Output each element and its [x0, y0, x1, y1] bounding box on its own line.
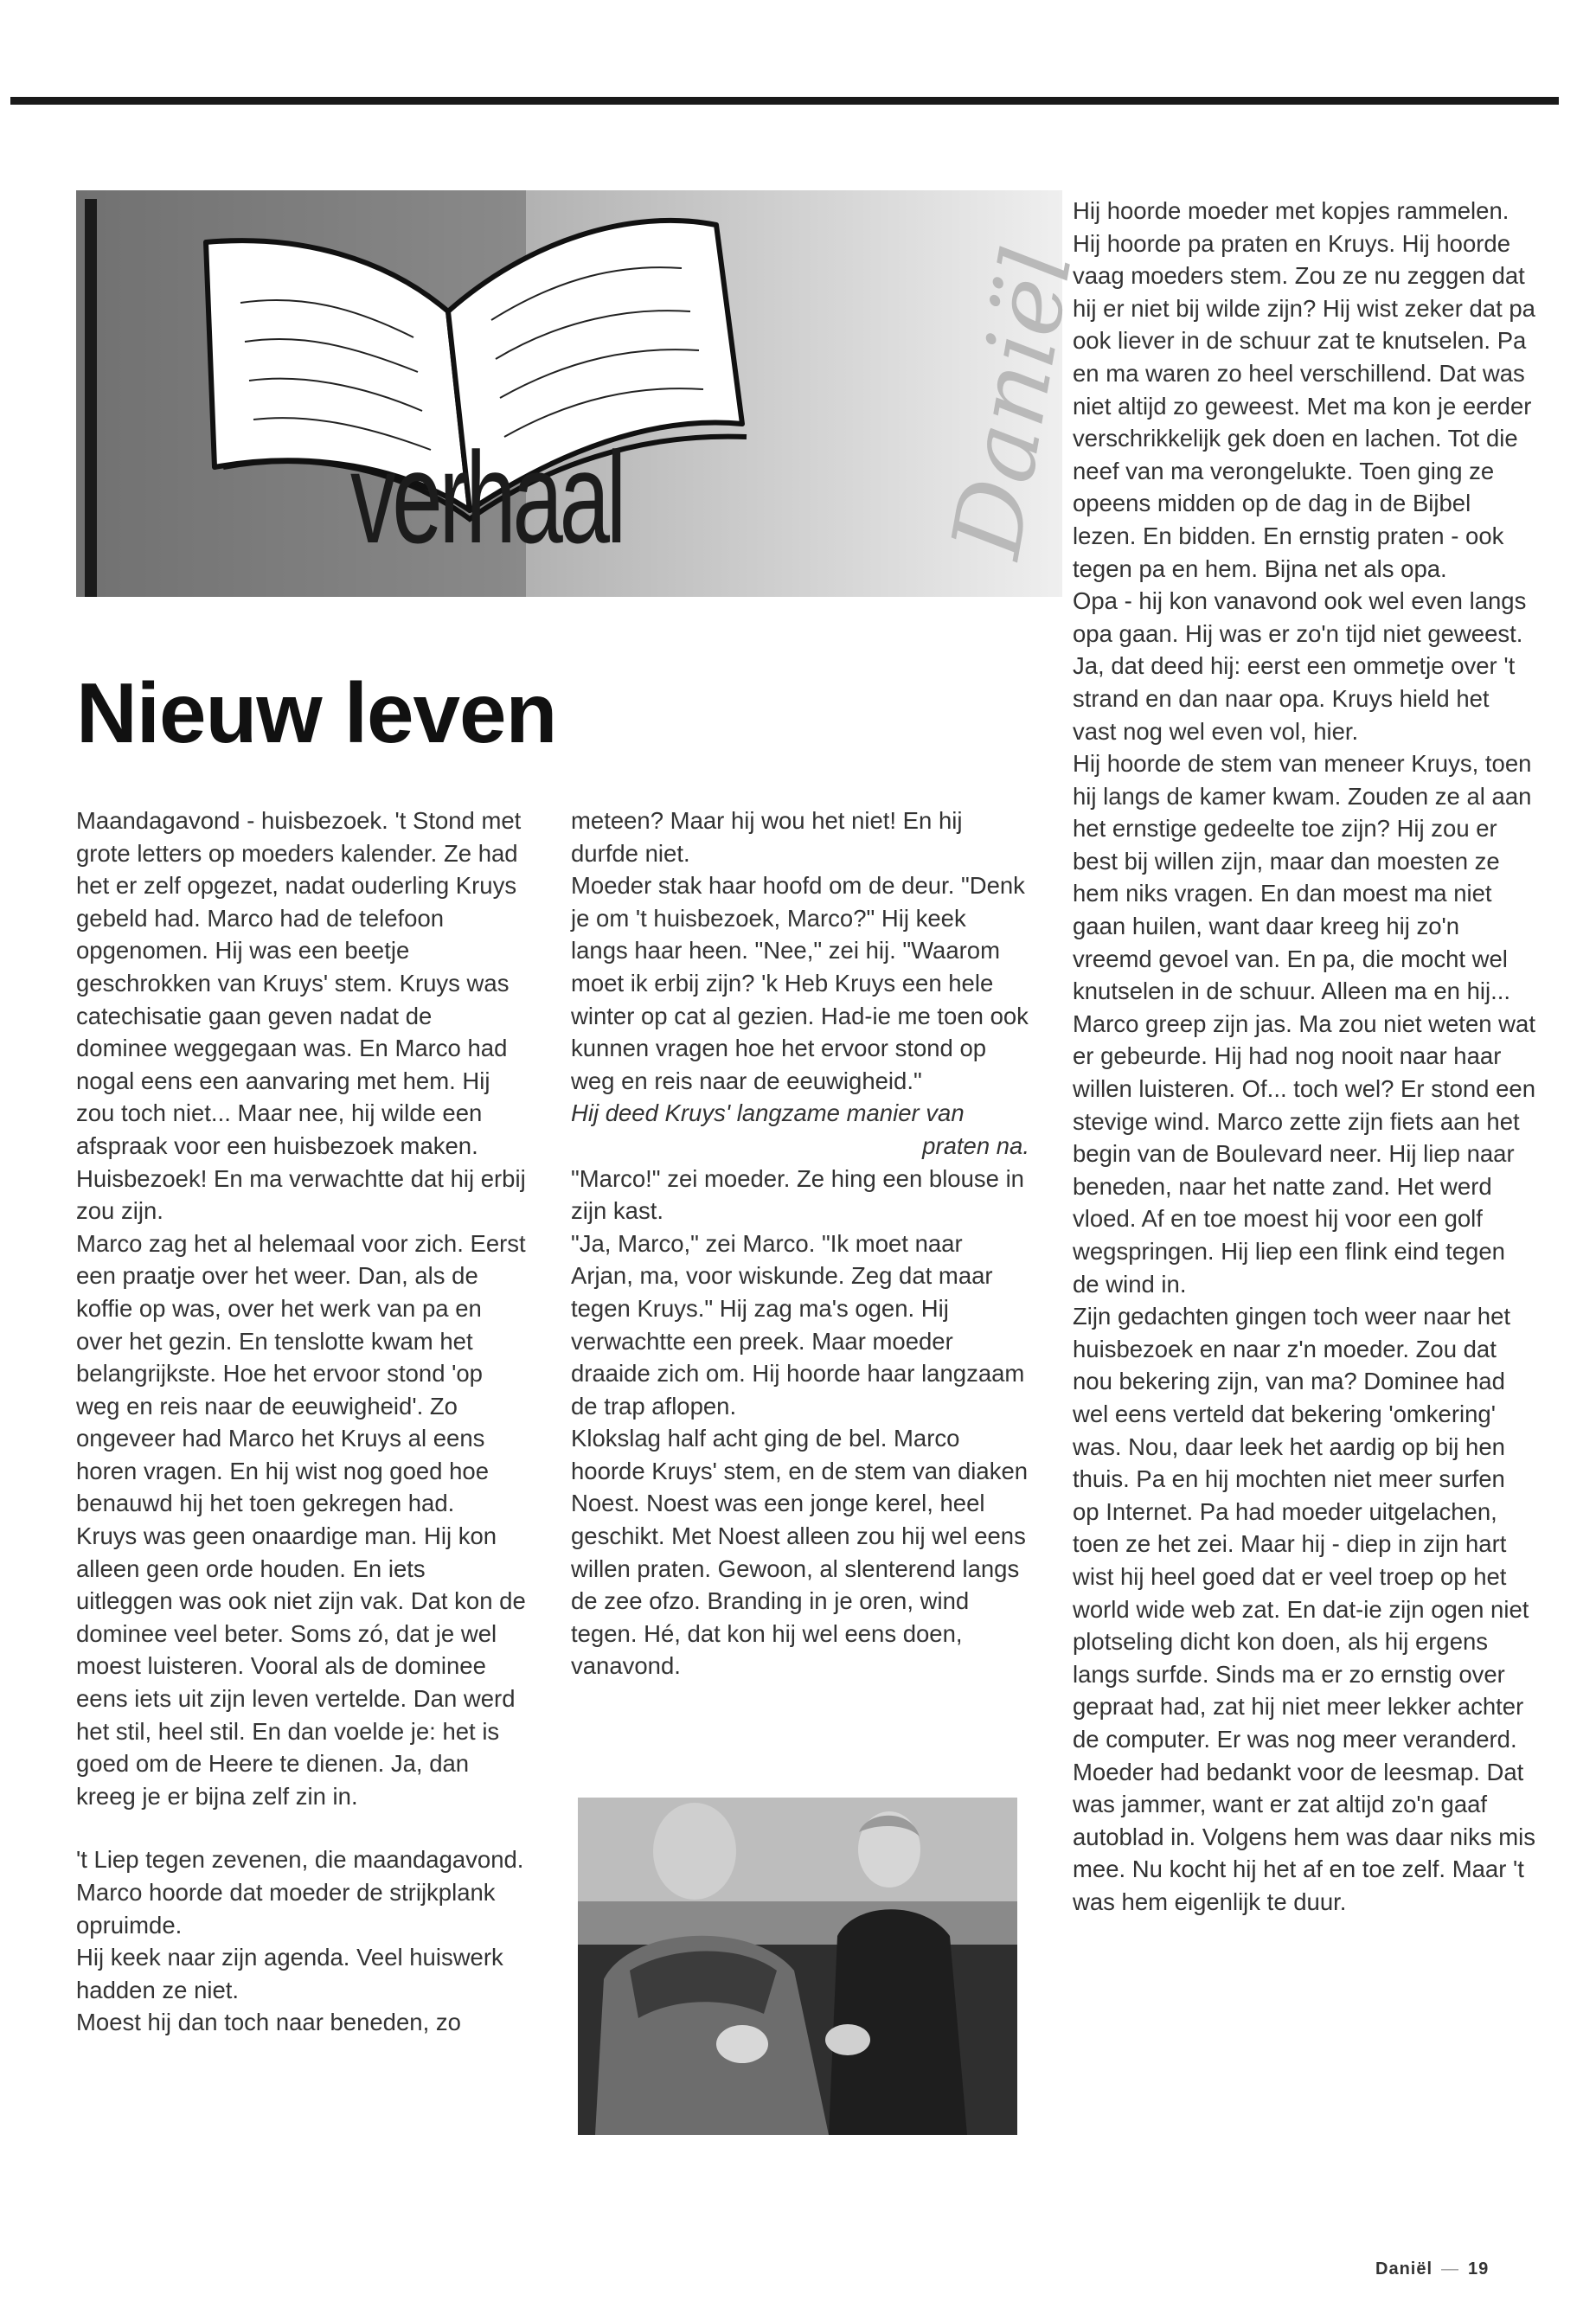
paragraph: Moeder stak haar hoofd om de deur. "Denk je om 't huisbezoek, Marco?" Hij keek langs haar heen. "Nee," zei hij. "Waarom moet ik erbij zijn? 'k Heb Kruys een hele winter op cat al gezien. Had-ie me toen ook kunnen vragen hoe het ervoor stond op weg en reis naar de eeuwigheid.": [571, 872, 1029, 1094]
photo-two-people-talking: [578, 1798, 1017, 2135]
paragraph: Maandagavond - huisbezoek. 't Stond met grote letters op moeders kalender. Ze had het er zelf opgezet, nadat ouderling Kruys gebeld had. Marco had de telefoon opgenomen. Hij was een beetje geschrokken van Kruys' stem. Kruys was catechisatie gaan geven nadat de dominee weggegaan was. En Marco had nogal eens een aanvaring met hem. Hij zou toch niet... Maar nee, hij wilde een afspraak voor een huisbezoek maken.: [76, 807, 522, 1159]
page-number: 19: [1468, 2259, 1490, 2279]
paragraph: 't Liep tegen zevenen, die maandagavond. Marco hoorde dat moeder de strijkplank opruimde.: [76, 1846, 524, 1939]
stage-direction-line: praten na.: [922, 1131, 1029, 1159]
footer-magazine-name: Daniël: [1375, 2259, 1433, 2279]
footer-separator: —: [1441, 2259, 1460, 2279]
column-2: [571, 804, 1029, 1682]
paragraph: Kruys was geen onaardige man. Hij kon alleen geen orde houden. En iets uitleggen was ook niet zijn vak. Dat kon de dominee veel beter. Soms zó, dat je wel moest luisteren. Vooral als de dominee eens iets uit zijn leven vertelde. Dan werd het stil, heel stil. En dan voelde je: het is goed om de Heere te dienen. Ja, dan kreeg je er bijna zelf zin in.: [76, 1522, 526, 1810]
paragraph: Klokslag half acht ging de bel. Marco hoorde Kruys' stem, en de stem van diaken Noest. Noest was een jonge kerel, heel geschikt. Met Noest alleen zou hij wel eens willen praten. Gewoon, al slenterend langs de zee ofzo. Branding in je oren, wind tegen. Hé, dat kon hij wel eens doen, vanavond.: [571, 1425, 1029, 1680]
paragraph: meteen? Maar hij wou het niet! En hij durfde niet.: [571, 807, 963, 867]
page-footer: [1375, 2259, 1489, 2279]
column-1: [76, 804, 526, 2039]
stage-direction: [571, 1097, 1029, 1162]
section-word: verhaal: [350, 425, 623, 570]
paragraph: Hij hoorde de stem van meneer Kruys, toen hij langs de kamer kwam. Zouden ze al aan het ernstige gedeelte toe zijn? Hij zou er best bij willen zijn, maar dan moesten ze hem niks vragen. En dan moest ma niet gaan huilen, want daar kreeg hij zo'n vreemd gevoel van. En pa, die mocht wel knutselen in de schuur. Alleen ma en hij... Marco greep zijn jas. Ma zou niet weten wat er gebeurde. Hij had nog nooit naar haar willen luisteren. Of... toch wel? Er stond een stevige wind. Marco zette zijn fiets aan het begin van de Boulevard neer. Hij liep naar beneden, naar het natte zand. Het werd vloed. Af en toe moest hij voor een golf wegspringen. Hij liep een flink eind tegen de wind in.: [1073, 750, 1535, 1298]
column-3: [1073, 195, 1535, 1918]
magazine-mark: [822, 216, 1094, 631]
article-title: Nieuw leven: [76, 665, 557, 760]
paragraph: Hij hoorde moeder met kopjes rammelen. Hij hoorde pa praten en Kruys. Hij hoorde vaag moeders stem. Zou ze nu zeggen dat hij er niet bij wilde zijn? Hij wist zeker dat pa ook liever in de schuur zat te knutselen. Pa en ma waren zo heel verschillend. Dat was niet altijd zo geweest. Met ma kon je eerder verschrikkelijk gek doen en lachen. Tot die neef van ma verongelukte. Toen ging ze opeens midden op de dag in de Bijbel lezen. En bidden. En ernstig praten - ook tegen pa en hem. Bijna net als opa.: [1073, 197, 1535, 582]
paragraph: "Ja, Marco," zei Marco. "Ik moet naar Arjan, ma, voor wiskunde. Zeg dat maar tegen Kruys." Hij zag ma's ogen. Hij verwachtte een preek. Maar moeder draaide zich om. Hij hoorde haar langzaam de trap aflopen.: [571, 1229, 1025, 1420]
article-photo: [578, 1798, 1017, 2135]
top-rule: [10, 97, 1559, 105]
paragraph: Marco zag het al helemaal voor zich. Eerst een praatje over het weer. Dan, als de koffie op was, over het werk van pa en over het gezin. En tenslotte kwam het belangrijkste. Hoe het ervoor stond 'op weg en reis naar de eeuwigheid'. Zo ongeveer had Marco het Kruys al eens horen vragen. En hij wist nog goed hoe benauwd hij het toen gekregen had.: [76, 1229, 526, 1517]
paragraph: Opa - hij kon vanavond ook wel even langs opa gaan. Hij was er zo'n tijd niet geweest. Ja, dat deed hij: eerst een ommetje over 't strand en dan naar opa. Kruys hield het vast nog wel even vol, hier.: [1073, 587, 1527, 745]
paragraph: "Marco!" zei moeder. Ze hing een blouse in zijn kast.: [571, 1164, 1024, 1225]
paragraph: Zijn gedachten gingen toch weer naar het huisbezoek en naar z'n moeder. Zou dat nou bekering zijn, van ma? Dominee had wel eens verteld dat bekering 'omkering' was. Nou, daar leek het aardig op bij hen thuis. Pa en hij mochten niet meer surfen op Internet. Pa had moeder uitgelachen, toen ze het zei. Maar hij - diep in zijn hart wist hij heel goed dat er veel troep op het world wide web zat. En dat-ie zijn ogen niet plotseling dicht kon doen, als hij ergens langs surfde. Sinds ma er zo ernstig over gepraat had, zat hij niet meer lekker achter de computer. Er was nog meer veranderd. Moeder had bedankt voor de leesmap. Dat was jammer, want er zat altijd zo'n gaaf autoblad in. Volgens hem was daar niks mis mee. Nu kocht hij het af en toe zelf. Maar 't was hem eigenlijk te duur.: [1073, 1303, 1536, 1915]
paragraph: Moest hij dan toch naar beneden, zo: [76, 2009, 461, 2036]
paragraph: Huisbezoek! En ma verwachtte dat hij erbij zou zijn.: [76, 1164, 526, 1225]
stage-direction-line: Hij deed Kruys' langzame manier van: [571, 1099, 965, 1127]
magazine-mark-text: Daniël: [930, 239, 1094, 566]
paragraph: Hij keek naar zijn agenda. Veel huiswerk hadden ze niet.: [76, 1944, 503, 2003]
